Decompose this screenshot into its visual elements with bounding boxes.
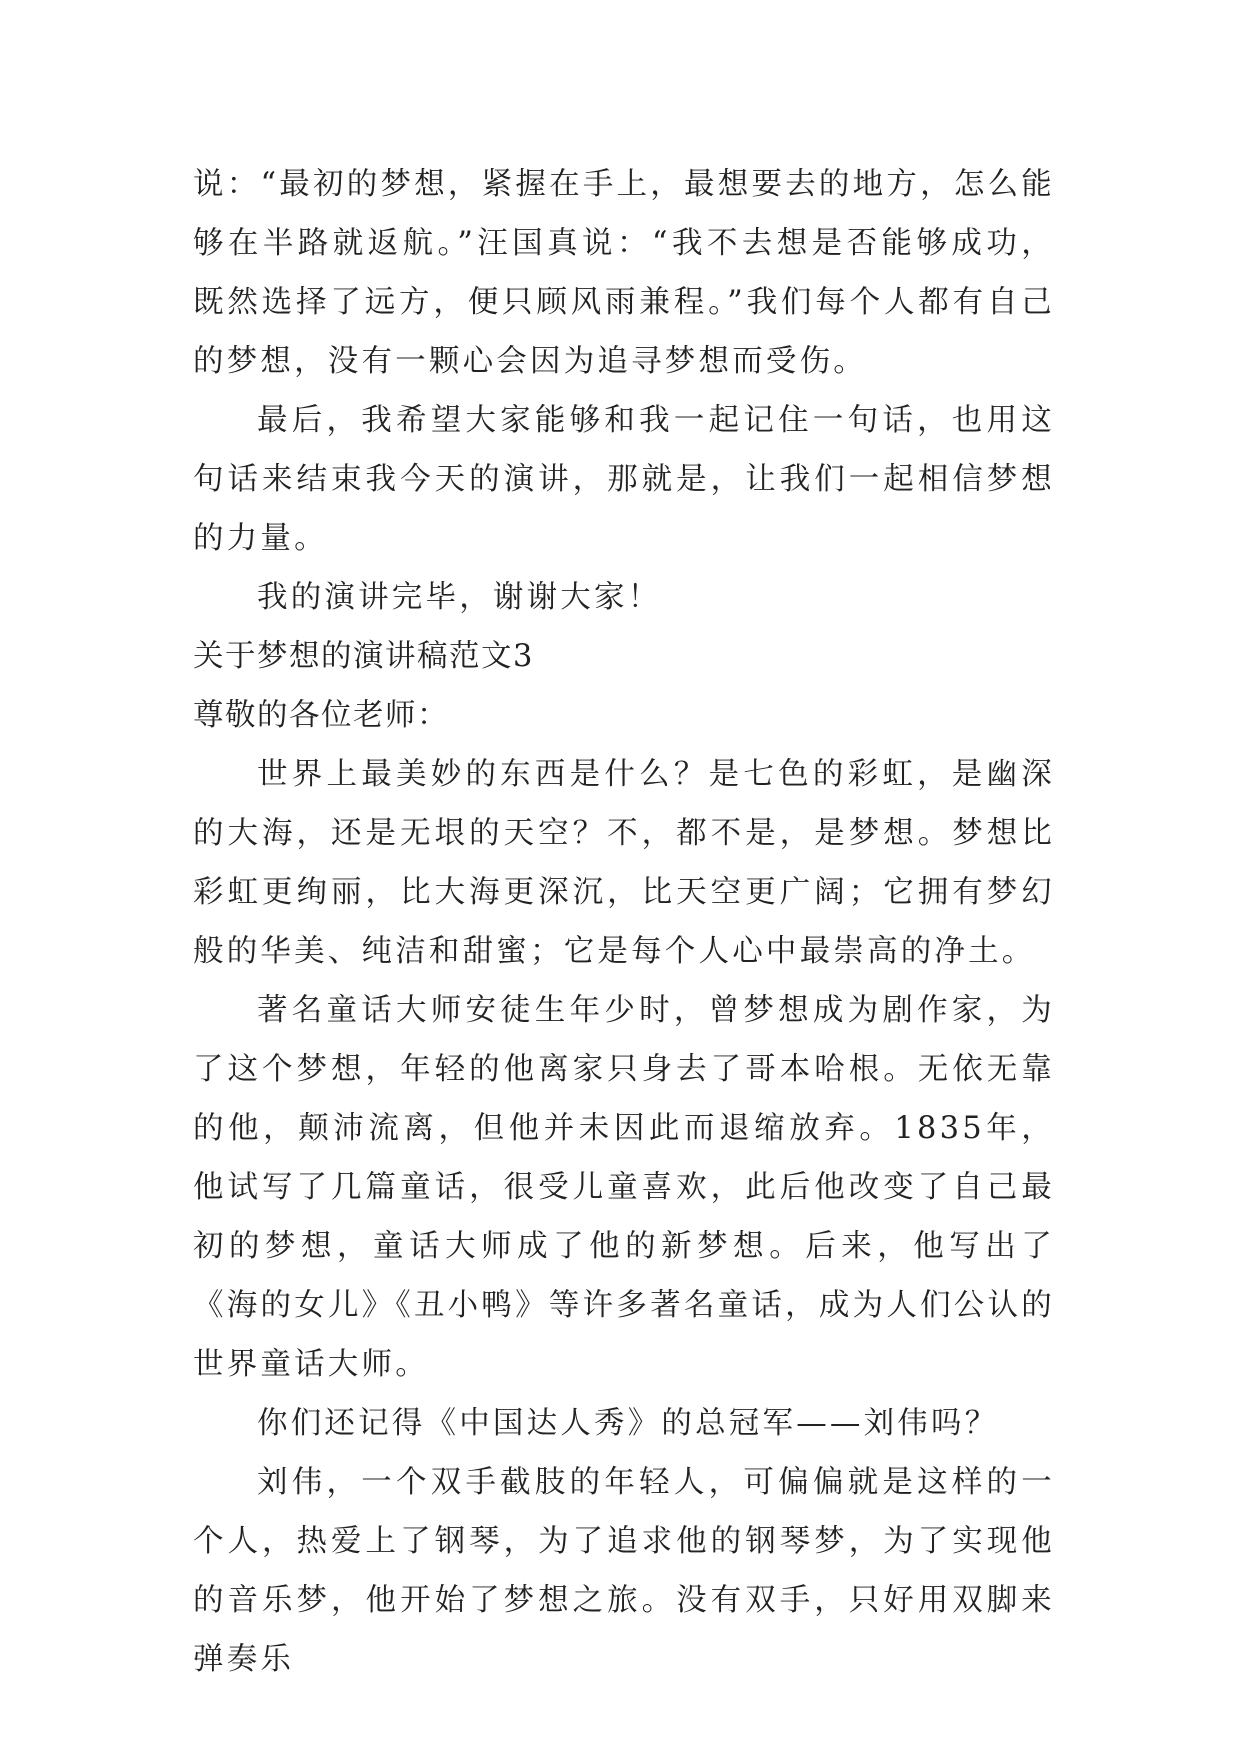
paragraph-thanks: 我的演讲完毕，谢谢大家！ — [257, 580, 662, 615]
paragraph-andersen: 著名童话大师安徒生年少时，曾梦想成为剧作家，为了这个梦想，年轻的他离家只身去了哥本哈根。无依无靠的他，颠沛流离，但他并未因此而退缩放弃。1835年，他试写了几篇童话，很受儿童喜欢，此后他改变了自己最初的梦想，童话大师成了他的新梦想。后来，他写出了《海的女儿》《丑小鸭》等许多著名童话，成为人们公认的世界童话大师。 — [193, 993, 1055, 1382]
paragraph-quotes: 说：“最初的梦想，紧握在手上，最想要去的地方，怎么能够在半路就返航。”汪国真说：“我不去想是否能够成功，既然选择了远方，便只顾风雨兼程。”我们每个人都有自己的梦想，没有一颗心会因为追寻梦想而受伤。 — [193, 167, 1055, 379]
section-title: 关于梦想的演讲稿范文3 — [193, 639, 534, 674]
salutation: 尊敬的各位老师： — [193, 698, 449, 733]
document-page — [193, 155, 1055, 1689]
paragraph-closing: 最后，我希望大家能够和我一起记住一句话，也用这句话来结束我今天的演讲，那就是，让我们一起相信梦想的力量。 — [193, 403, 1055, 556]
paragraph-question: 你们还记得《中国达人秀》的总冠军——刘伟吗？ — [257, 1406, 999, 1441]
paragraph-intro: 世界上最美妙的东西是什么？是七色的彩虹，是幽深的大海，还是无垠的天空？不，都不是，是梦想。梦想比彩虹更绚丽，比大海更深沉，比天空更广阔；它拥有梦幻般的华美、纯洁和甜蜜；它是每个人心中最崇高的净土。 — [193, 757, 1055, 969]
paragraph-liuwei: 刘伟，一个双手截肢的年轻人，可偏偏就是这样的一个人，热爱上了钢琴，为了追求他的钢琴梦，为了实现他的音乐梦，他开始了梦想之旅。没有双手，只好用双脚来弹奏乐 — [193, 1465, 1055, 1677]
